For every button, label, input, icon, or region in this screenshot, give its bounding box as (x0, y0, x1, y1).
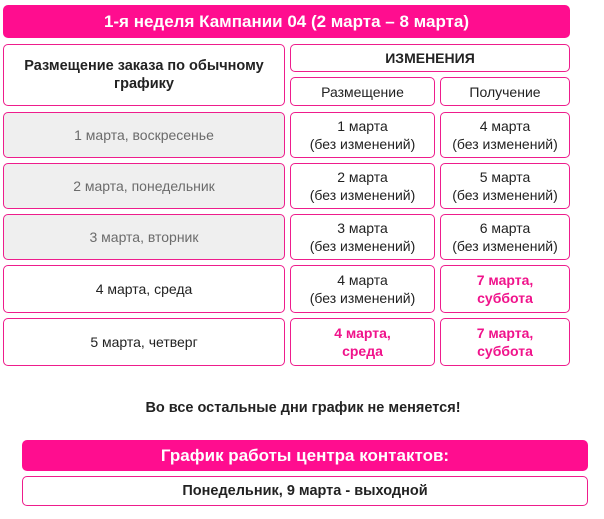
receipt-date: 5 марта (479, 169, 531, 185)
changes-header-label: ИЗМЕНЕНИЯ (385, 50, 475, 66)
placement-cell (290, 163, 435, 209)
placement-date: 1 марта (337, 118, 388, 134)
placement-column-label: Размещение (321, 83, 404, 100)
placement-cell-changed (290, 318, 435, 366)
receipt-note: (без изменений) (452, 238, 558, 254)
contact-schedule-text: Понедельник, 9 марта - выходной (182, 483, 428, 499)
week-title: 1-я неделя Кампании 04 (2 марта – 8 марта) (103, 11, 470, 31)
receipt-note: (без изменений) (452, 187, 558, 203)
day-label: 2 марта, понедельник (73, 178, 215, 194)
receipt-date: 4 марта (479, 118, 531, 134)
placement-weekday: среда (342, 343, 383, 359)
schedule-note-text: Во все остальные дни график не меняется! (145, 400, 461, 416)
schedule-note (3, 396, 603, 420)
day-label: 1 марта, воскресенье (74, 127, 214, 143)
placement-note: (без изменений) (309, 238, 416, 254)
placement-column-header (290, 77, 435, 106)
placement-note: (без изменений) (309, 136, 416, 152)
receipt-cell-changed (440, 318, 570, 366)
receipt-column-label: Получение (469, 83, 541, 100)
regular-schedule-header (3, 44, 285, 106)
placement-date: 4 марта, (334, 325, 391, 341)
receipt-cell (440, 163, 570, 209)
table-row-day (3, 163, 285, 209)
day-label: 4 марта, среда (95, 281, 193, 297)
regular-schedule-header-label: Размещение заказа по обычному графику (24, 58, 264, 92)
day-label: 5 марта, четверг (90, 334, 198, 350)
receipt-cell (440, 214, 570, 260)
receipt-note: (без изменений) (452, 136, 558, 152)
receipt-date: 6 марта (479, 220, 531, 236)
receipt-cell-changed (440, 265, 570, 313)
table-row-day (3, 318, 285, 366)
receipt-date: 7 марта, (476, 325, 534, 341)
placement-cell (290, 214, 435, 260)
receipt-date: 7 марта, (476, 272, 534, 288)
contact-center-title: График работы центра контактов: (160, 445, 450, 465)
placement-date: 2 марта (337, 169, 388, 185)
day-label: 3 марта, вторник (89, 229, 199, 245)
receipt-column-header (440, 77, 570, 106)
placement-note: (без изменений) (309, 187, 416, 203)
contact-schedule-line (22, 476, 588, 506)
placement-date: 4 марта (337, 272, 388, 288)
placement-cell (290, 265, 435, 313)
placement-date: 3 марта (337, 220, 388, 236)
changes-header (290, 44, 570, 72)
contact-center-bar (22, 440, 588, 471)
receipt-weekday: суббота (477, 290, 533, 306)
receipt-cell (440, 112, 570, 158)
table-row-day (3, 214, 285, 260)
table-row-day (3, 112, 285, 158)
placement-note: (без изменений) (309, 290, 416, 306)
week-title-bar (3, 5, 570, 38)
placement-cell (290, 112, 435, 158)
table-row-day (3, 265, 285, 313)
receipt-weekday: суббота (477, 343, 533, 359)
